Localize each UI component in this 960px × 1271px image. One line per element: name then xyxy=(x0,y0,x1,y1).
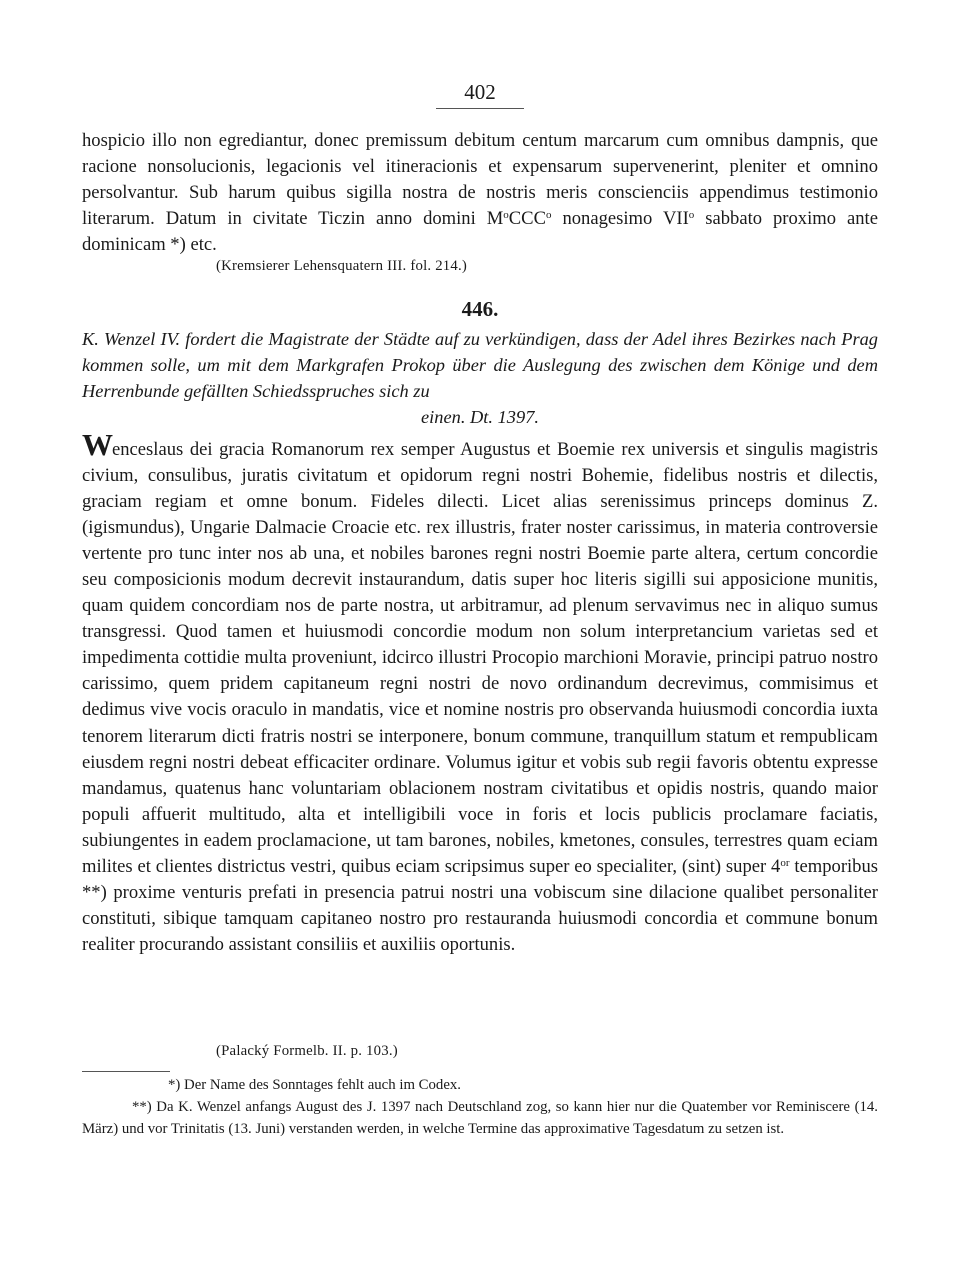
document-body xyxy=(82,427,879,958)
document-number: 446. xyxy=(461,297,499,321)
continuation-text-2: CCC xyxy=(508,208,546,230)
source-note-1: (Kremsierer Lehensquatern III. fol. 214.) xyxy=(216,258,468,274)
page-number-rule xyxy=(436,108,524,109)
regest-heading xyxy=(82,326,878,430)
body-text-2: temporibus **) proxime venturis prefati in presencia patrui nostri una vobiscum sine dilacione qualibet personaliter constituti, sibique tamquam capitaneo nostro pro restauranda huiusmodi concordia et commune bonum realiter procurando assistant consiliis et auxiliis oportunis. xyxy=(82,855,879,955)
superscript-2: o xyxy=(545,209,552,222)
continuation-text-3: nonagesimo VII xyxy=(551,208,689,230)
footnotes xyxy=(82,1074,878,1141)
page-number: 402 xyxy=(464,80,496,104)
footnote-2: **) Da K. Wenzel anfangs August des J. 1397 nach Deutschland zog, so kann hier nur die Quatember vor Reminiscere (14. März) und vor Trinitatis (13. Juni) verstanden werden, in welche Termine das approximative Tagesdatum zu setzen ist. xyxy=(82,1099,878,1138)
continuation-paragraph xyxy=(82,128,878,258)
continuation-text-4: sabbato proximo ante dominicam *) etc. xyxy=(82,208,878,256)
source-note-2: (Palacký Formelb. II. p. 103.) xyxy=(216,1043,398,1059)
drop-initial: W xyxy=(82,427,112,462)
footnote-rule xyxy=(82,1071,170,1072)
regest-text: K. Wenzel IV. fordert die Magistrate der Städte auf zu verkündigen, dass der Adel ihres Bezirkes nach Prag kommen solle, um mit dem Markgrafen Prokop über die Auslegung des zwischen dem Könige und dem Herrenbunde gefällten Schiedsspruches sich zu xyxy=(82,329,878,402)
continuation-text-1: hospicio illo non egrediantur, donec premissum debitum centum marcarum cum omnibus dampnis, que racione nonsolucionis, legacionis vel itineracionis et expensarum supervenerint, pleniter et omnino persolvantur. Sub harum quibus sigilla nostra de nostris meris conscienciis appendimus testimonio literarum. Datum in civitate Ticzin anno domini M xyxy=(82,130,878,230)
footnote-1: *) Der Name des Sonntages fehlt auch im Codex. xyxy=(168,1077,461,1093)
superscript-3: o xyxy=(688,209,695,222)
ordinal-superscript: or xyxy=(780,856,790,869)
regest-last-line: einen. Dt. 1397. xyxy=(421,407,539,428)
body-text-1: enceslaus dei gracia Romanorum rex semper Augustus et Boemie rex universis et singulis magistris civium, consulibus, juratis civitatum et opidorum regni nostri Bohemie, fidelibus nostris et dilectis, graciam regiam et omne bonum. Fideles dilecti. Licet alias serenissimus princeps dominus Z.(igismundus), Ungarie Dalmacie Croacie etc. rex illustris, frater noster carissimus, in materia controversie vertente pro tunc inter nos ab una, et nobiles barones regni nostri Boemie parte altera, certum concordie seu composicionis modum decrevit instaurandum, datis super hoc literis sigilli sui apposicione munitis, quam quidem concordiam nos de parte nostra, ut arbitramur, ad plenum servavimus nec in aliquo sumus transgressi. Quod tamen et huiusmodi concordie modum non solum interpretancium varietas sed et impedimenta cottidie multa proveniunt, idcirco illustri Procopio marchioni Moravie, principi patruo nostro carissimo, quem pridem capitaneum regni nostri de novo ordinandum decrevimus, commisimus et dedimus vive vocis oraculo in mandatis, vice et nomine nostris pro observanda huiusmodi concordia iuxta tenorem literarum dicti fratris nostri se interponere, bonum commune, tranquillum statum et rempublicam eiusdem regni nostri debeat efficaciter ordinare. Volumus igitur et vobis sub regii favoris obtentu expresse mandamus, quatenus hanc voluntariam oblacionem nostram civitatibus et opidis nostris, quando maior populi affuerit multitudo, alta et intelligibili voce in foris et locis publicis proclamare faciatis, subiungentes in eadem proclamacione, ut tam barones, nobiles, kmetones, consules, terrestres quam eciam milites et clientes districtus vestri, quibus eciam scripsimus super eo specialiter, (sint) super 4 xyxy=(82,439,878,877)
superscript-1: o xyxy=(503,209,509,222)
